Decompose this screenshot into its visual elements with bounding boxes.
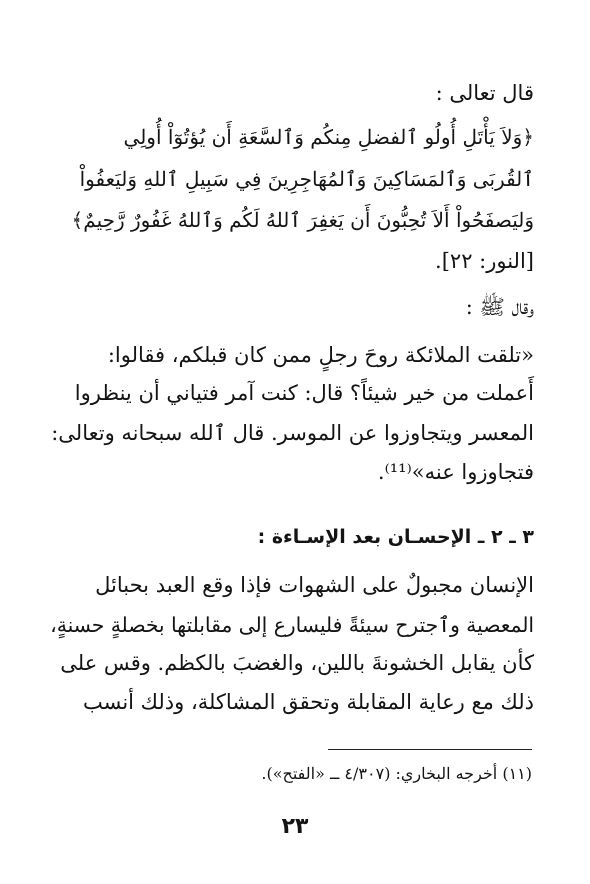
quran-verse-line-3: وَليَصفَحُواْ أَلاَ تُحِبُّونَ أَن يَغفِرَ ٱللهُ لَكُم وَٱللهُ غَفُورٌ رَّحِيمٌ﴾ [71,208,534,232]
hadith-line-2: أَعملت من خير شيئاً؟ قال: كنت آمر فتياني أن ينظروا [74,381,534,405]
quran-verse-line-2: ٱلقُربَى وَٱلمَسَاكِينَ وَٱلمُهَاجِرِينَ فِي سَبِيلِ ٱللهِ وَليَعفُواْ [79,167,534,191]
hadith-intro: وقال ﷺ : [465,295,534,319]
hadith-line-3: المعسر ويتجاوزوا عن الموسر. قال ٱلله سبحانه وتعالى: [51,421,534,445]
page-number: ٢٣ [281,814,309,839]
paragraph-line-4: ذلك مع رعاية المقابلة وتحقق المشاكلة، وذلك أنسب [82,690,534,714]
section-heading: ٣ ـ ٢ ـ الإحسـان بعد الإسـاءة : [257,526,534,548]
paragraph-line-1: الإنسان مجبولٌ على الشهوات فإذا وقع العبد بحبائل [95,573,534,597]
quran-verse-line-1: ﴿وَلاَ يَأْتَلِ أُولُو ٱلفضلِ مِنكُم وَٱلسَّعَةِ أَن يُؤتُوٓاْ أُولِي [123,125,534,149]
hadith-line-1: «تلقت الملائكة روحَ رجلٍ ممن كان قبلكم، فقالوا: [107,343,534,367]
quran-reference: [النور: ٢٢]. [435,249,534,273]
paragraph-line-3: كأن يقابل الخشونةَ باللين، والغضبَ بالكظم. وقس على [60,651,534,675]
paragraph-line-2: المعصية وٱجترح سيئةً فليسارع إلى مقابلتها بخصلةٍ حسنةٍ، [50,613,534,637]
footnote: (١١) أخرجه البخاري: (٤/٣٠٧ ــ «الفتح»). [261,764,532,783]
hadith-line-4: فتجاوزوا عنه»⁽¹¹⁾. [377,460,534,484]
footnote-divider [328,749,532,750]
quran-intro: قال تعالى : [435,81,534,105]
